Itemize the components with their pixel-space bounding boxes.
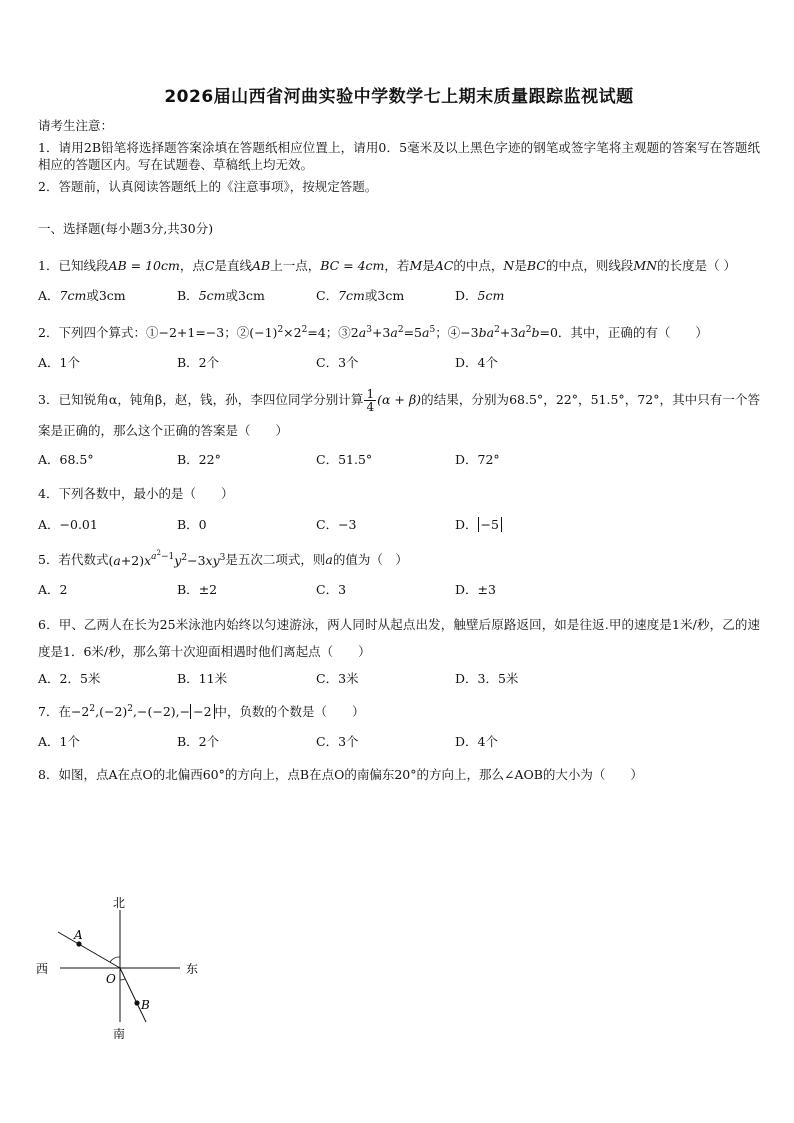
option-b[interactable]: B．2个: [177, 354, 220, 370]
fraction-denominator: 4: [366, 400, 375, 415]
option-value: ±3: [477, 582, 496, 597]
label-o: O: [106, 972, 116, 986]
option-text: 或3cm: [225, 287, 265, 303]
question-1-stem: [38, 251, 760, 282]
q2-expr-4: $-3ba^2+3a^2b=0$: [460, 325, 558, 341]
option-c[interactable]: C．3个: [316, 354, 359, 370]
q2-text: ；③: [325, 325, 351, 341]
question-2: [38, 318, 760, 371]
question-2-stem: [38, 318, 760, 349]
q7-text: 中，负数的个数是（ ）: [214, 704, 365, 720]
option-text: 或3cm: [86, 287, 126, 303]
option-a[interactable]: [38, 517, 177, 533]
q1-expr: AC: [434, 258, 454, 274]
q5-var: a: [325, 552, 333, 568]
q1-text: 1．已知线段: [38, 258, 109, 274]
q1-expr: C: [204, 258, 215, 274]
question-6-stem: 6．甲、乙两人在长为25米泳池内始终以匀速游泳，两人同时从起点出发，触壁后原路返回，如是往返.甲的速度是1米/秒，乙的速度是1．6米/秒，那么第十次迎面相遇时他们离起点（ ）: [38, 617, 760, 659]
q5-text: 5．若代数式: [38, 552, 109, 568]
q2-expr: =4: [307, 325, 326, 341]
option-d[interactable]: D．4个: [455, 733, 498, 749]
option-d[interactable]: [455, 288, 594, 304]
q2-text: ．其中，正确的有（ ）: [557, 325, 708, 341]
option-b[interactable]: B．2个: [177, 733, 220, 749]
q2-text: ；④: [435, 325, 461, 341]
option-label: A．: [38, 517, 60, 533]
option-c[interactable]: [316, 517, 455, 533]
q1-expr: MN: [633, 258, 658, 274]
label-south: 南: [113, 1027, 126, 1041]
label-east: 东: [186, 962, 199, 976]
q1-expr: M: [409, 258, 423, 274]
question-4: [38, 483, 760, 534]
q1-text: 的中点，: [453, 258, 504, 274]
option-expr: 5cm: [477, 287, 505, 303]
fraction-numerator: 1: [366, 386, 375, 401]
option-b[interactable]: B．0: [177, 517, 207, 533]
notice-item-2: 2．答题前，认真阅读答题纸上的《注意事项》，按规定答题。: [38, 178, 378, 194]
q1-expr: AB = 10cm: [108, 258, 180, 274]
label-north: 北: [113, 896, 126, 910]
label-b: B: [141, 998, 150, 1012]
option-c[interactable]: C．3个: [316, 733, 359, 749]
option-a[interactable]: [38, 582, 177, 598]
q1-text: 是: [422, 258, 435, 274]
q2-expr-2: $(-1)^2\times 2^2=4$: [249, 325, 326, 341]
option-b[interactable]: B．22°: [177, 452, 221, 468]
question-6-options: [38, 671, 760, 687]
q5-text: 是五次二项式，则: [225, 552, 326, 568]
q1-text: 的长度是（ ）: [657, 258, 737, 274]
option-label: A．: [38, 287, 60, 303]
q2-expr: −2+1=−3: [158, 325, 225, 341]
option-b[interactable]: [177, 582, 316, 598]
q1-text: ，点: [179, 258, 205, 274]
option-value: 3: [338, 582, 347, 597]
question-2-options: [38, 355, 760, 371]
question-7-stem: [38, 701, 760, 724]
q1-expr: BC: [526, 258, 546, 274]
q3-text: 3．已知锐角α，钝角β，赵，钱，孙，李四位同学分别计算: [38, 392, 364, 408]
q7-expr: $-2^2,(-2)^2,-(-2),- -2$: [71, 704, 215, 719]
option-d[interactable]: D．3．5米: [455, 670, 519, 686]
q3-text: 的结果，分别为68.5°，22°，51.5°，72°，其中只有一个答案是正确的，那么这个正确的答案是（ ）: [38, 392, 761, 438]
option-d[interactable]: D．72°: [455, 452, 500, 468]
q1-text: 的中点，则线段: [545, 258, 634, 274]
q2-expr-3: $2a^3+3a^2=5a^5$: [350, 325, 436, 341]
q1-text: 上一点，: [270, 258, 321, 274]
point-a: [76, 941, 81, 946]
q2-text: ；②: [224, 325, 250, 341]
question-6: [38, 612, 760, 687]
option-expr: 5cm: [198, 287, 226, 303]
compass-diagram: [30, 892, 210, 1042]
ray-oa: [58, 932, 120, 968]
option-a[interactable]: A．1个: [38, 354, 80, 370]
option-value: −0.01: [59, 517, 98, 533]
label-a: A: [74, 928, 83, 942]
section-heading: 一、选择题(每小题3分,共30分): [38, 221, 214, 237]
angle-arc-b: [120, 979, 125, 980]
question-5: [38, 547, 760, 598]
option-label: C．: [316, 517, 339, 533]
option-a[interactable]: A．68.5°: [38, 452, 94, 468]
question-1-options: [38, 288, 760, 304]
option-c[interactable]: C．51.5°: [316, 452, 373, 468]
question-7: [38, 701, 760, 750]
q7-text: 7．在: [38, 704, 71, 720]
q5-expr: $(a+2)x^{a^2-1}y^2-3xy^3$: [108, 549, 226, 568]
question-5-stem: [38, 547, 760, 572]
option-d[interactable]: D．4个: [455, 354, 498, 370]
q1-text: ，若: [384, 258, 410, 274]
question-1: [38, 251, 760, 304]
option-label: B．: [177, 582, 199, 597]
angle-arc-a: [110, 957, 120, 962]
option-label: B．: [177, 287, 199, 303]
fraction: [364, 388, 376, 414]
option-expr: 7cm: [338, 287, 365, 303]
label-west: 西: [36, 962, 49, 976]
q1-text: 是直线: [214, 258, 252, 274]
question-3-stem: [38, 385, 760, 446]
question-4-options: [38, 517, 760, 533]
question-8-stem: 8．如图，点A在点O的北偏西60°的方向上，点B在点O的南偏东20°的方向上，那么∠AOB的大小为（ ）: [38, 766, 643, 782]
option-c[interactable]: [316, 288, 455, 304]
q1-expr: N: [503, 258, 515, 274]
option-a[interactable]: A．2．5米: [38, 670, 101, 686]
question-4-stem: 4．下列各数中，最小的是（ ）: [38, 485, 234, 501]
option-c[interactable]: [316, 582, 455, 598]
option-value: 2: [59, 582, 68, 597]
question-5-options: [38, 582, 760, 598]
option-value: ±2: [198, 582, 218, 597]
option-label: C．: [316, 582, 339, 597]
q1-expr: BC = 4cm: [320, 258, 385, 274]
question-7-options: [38, 734, 760, 750]
option-label: D．: [455, 287, 478, 303]
question-3: [38, 385, 760, 469]
option-expr: 7cm: [59, 287, 87, 303]
option-value: −5: [478, 517, 502, 532]
notice-item-1: 1．请用2B铅笔将选择题答案涂填在答题纸相应位置上，请用0．5毫米及以上黑色字迹的钢笔或签字笔将主观题的答案写在答题纸相应的答题区内。写在试题卷、草稿纸上均无效。: [38, 140, 760, 172]
q2-text: 2．下列四个算式：①: [38, 325, 159, 341]
option-a[interactable]: [38, 288, 177, 304]
option-label: C．: [316, 287, 339, 303]
option-label: D．: [455, 582, 478, 597]
exam-title: 2026届山西省河曲实验中学数学七上期末质量跟踪监视试题: [164, 87, 634, 107]
q5-text: 的值为（ ）: [332, 552, 408, 568]
option-value: −3: [338, 517, 357, 533]
q1-text: 是: [514, 258, 527, 274]
exam-page: [38, 86, 760, 786]
option-d[interactable]: [455, 582, 594, 598]
q3-expr: (α + β): [377, 392, 422, 408]
option-b[interactable]: B．11米: [177, 670, 228, 686]
question-8: [38, 764, 760, 787]
q2-expr: ×2: [283, 325, 302, 341]
notice-heading: 请考生注意：: [38, 118, 114, 134]
option-a[interactable]: A．1个: [38, 733, 80, 749]
question-3-options: [38, 452, 760, 468]
option-label: D．: [455, 517, 478, 533]
point-b: [134, 1000, 139, 1005]
option-b[interactable]: [177, 288, 316, 304]
q1-expr: AB: [251, 258, 271, 274]
option-d[interactable]: [455, 517, 594, 533]
q2-expr: (−1): [249, 325, 278, 341]
ray-ob: [120, 968, 146, 1022]
option-label: A．: [38, 582, 60, 597]
option-c[interactable]: C．3米: [316, 670, 359, 686]
option-text: 或3cm: [364, 287, 405, 303]
